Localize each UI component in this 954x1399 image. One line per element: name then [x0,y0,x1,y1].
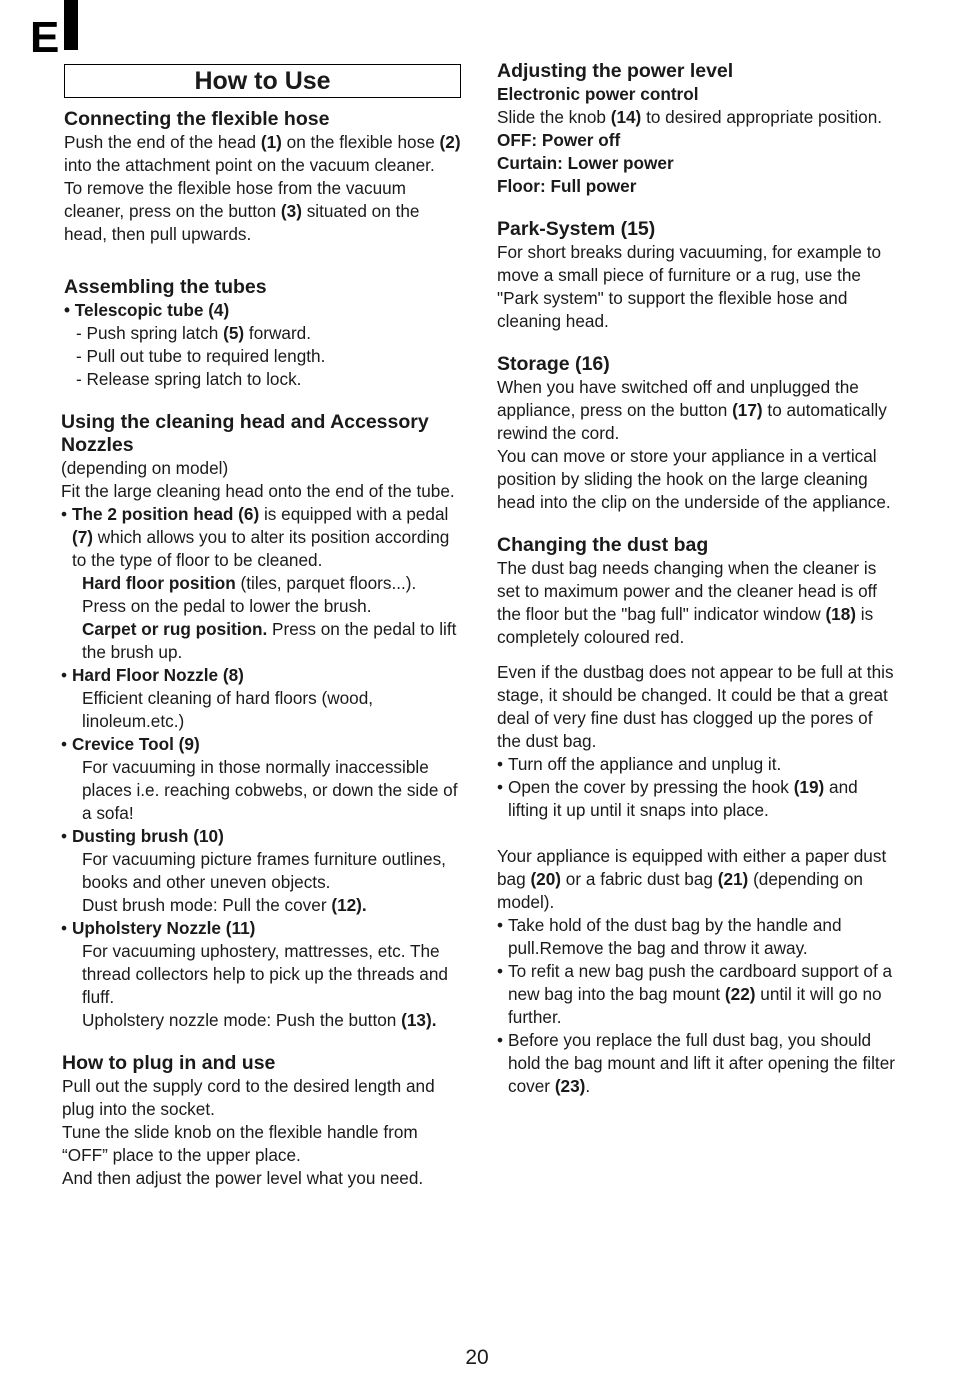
language-marker-bar [64,0,78,50]
section-heading: Adjusting the power level [497,60,734,82]
sub-heading: Electronic power control [497,84,699,104]
paragraph: The dust bag needs changing when the cleaner is set to maximum power and the cleaner head is off the floor but the "bag full" indicator window (18) is completely coloured red. [497,558,877,647]
note: (depending on model) [61,458,229,478]
right-column [497,60,897,1098]
sub-paragraph: Dust brush mode: Pull the cover (12). [82,895,367,915]
list-item: • To refit a new bag push the cardboard support of a new bag into the bag mount (22) until it will go no further. [497,960,897,1029]
power-level-floor: Floor: Full power [497,176,637,196]
sub-paragraph: Upholstery nozzle mode: Push the button (13). [82,1010,437,1030]
left-column [62,60,462,1190]
list-item: • Turn off the appliance and unplug it. [497,753,897,776]
list-item: • Open the cover by pressing the hook (19) and lifting it up until it snaps into place. [497,776,897,822]
paragraph: To remove the flexible hose from the vacuum cleaner, press on the button (3) situated on the head, then pull upwards. [64,178,420,244]
paragraph: Your appliance is equipped with either a paper dust bag (20) or a fabric dust bag (21) (depending on model). [497,846,887,912]
step-line: - Pull out tube to required length. [76,346,326,366]
list-item: • Dusting brush (10) For vacuuming picture frames furniture outlines, books and other uneven objects. Dust brush mode: Pull the cover (12). [61,825,462,917]
paragraph: When you have switched off and unplugged the appliance, press on the button (17) to automatically rewind the cord. [497,377,887,443]
paragraph: Even if the dustbag does not appear to be full at this stage, it should be changed. It could be that a great deal of very fine dust has clogged up the pores of the dust bag. [497,662,894,751]
nozzle-list [61,503,462,1032]
power-level-curtain: Curtain: Lower power [497,153,674,173]
sub-paragraph: For vacuuming uphostery, mattresses, etc. The thread collectors help to pick up the threads and fluff. [82,941,448,1007]
item-title: • Telescopic tube (4) [64,300,230,320]
page-title: How to Use [64,64,461,98]
page-number: 20 [465,1346,489,1369]
section-heading: Assembling the tubes [64,276,267,298]
sub-paragraph: Hard floor position (tiles, parquet floors...). Press on the pedal to lower the brush. [82,573,417,616]
section-heading: Park-System (15) [497,218,656,240]
section-heading: Connecting the flexible hose [64,108,330,130]
paragraph: Pull out the supply cord to the desired length and plug into the socket. [62,1076,435,1119]
list-item: • Upholstery Nozzle (11) For vacuuming uphostery, mattresses, etc. The thread collectors help to pick up the threads and fluff. Upholstery nozzle mode: Push the button (13). [61,917,462,1032]
sub-paragraph: Carpet or rug position. Press on the pedal to lift the brush up. [82,619,457,662]
section-heading: How to plug in and use [62,1052,276,1074]
sub-paragraph: For vacuuming in those normally inaccessible places i.e. reaching cobwebs, or down the side of a sofa! [82,757,458,823]
paragraph: Tune the slide knob on the flexible handle from “OFF” place to the upper place. [62,1122,418,1165]
step-line: - Release spring latch to lock. [76,369,302,389]
list-item: • The 2 position head (6) is equipped with a pedal (7) which allows you to alter its position according to the type of floor to be cleaned. Hard floor position (tiles, parquet floors...). Press on the pedal to lower the brush. Carpet or rug position. Press on the pedal to lift the brush up. [61,503,462,664]
list-item: • Crevice Tool (9) For vacuuming in those normally inaccessible places i.e. reaching cobwebs, or down the side of a sofa! [61,733,462,825]
paragraph: For short breaks during vacuuming, for example to move a small piece of furniture or a rug, use the "Park system" to support the flexible hose and cleaning head. [497,242,882,331]
section-heading: Storage (16) [497,353,610,375]
dust-bag-steps [497,753,897,822]
section-heading: Using the cleaning head and Accessory Nozzles [61,411,429,456]
section-heading: Changing the dust bag [497,534,709,556]
paragraph: Slide the knob (14) to desired appropriate position. [497,107,883,127]
sub-paragraph: Efficient cleaning of hard floors (wood, linoleum.etc.) [82,688,374,731]
section-assembling-tubes [62,276,462,391]
paragraph: And then adjust the power level what you need. [62,1168,424,1188]
section-dust-bag [497,534,897,1098]
section-cleaning-head [61,411,462,1032]
paragraph: Fit the large cleaning head onto the end of the tube. [61,481,455,501]
section-power-level [497,60,897,198]
paragraph: You can move or store your appliance in a vertical position by sliding the hook on the large cleaning head into the clip on the underside of the appliance. [497,446,891,512]
list-item: • Hard Floor Nozzle (8) Efficient cleaning of hard floors (wood, linoleum.etc.) [61,664,462,733]
section-plug-in [62,1052,462,1190]
paragraph: Push the end of the head (1) on the flexible hose (2) into the attachment point on the vacuum cleaner. [64,132,461,175]
section-park-system [497,218,897,333]
step-line: - Push spring latch (5) forward. [76,323,312,343]
power-level-off: OFF: Power off [497,130,621,150]
section-storage [497,353,897,514]
list-item: • Take hold of the dust bag by the handle and pull.Remove the bag and throw it away. [497,914,897,960]
bag-replacement-steps [497,914,897,1098]
sub-paragraph: For vacuuming picture frames furniture outlines, books and other uneven objects. [82,849,446,892]
list-item: • Before you replace the full dust bag, you should hold the bag mount and lift it after opening the filter cover (23). [497,1029,897,1098]
language-marker: E [30,13,60,62]
section-connecting-hose [62,108,462,246]
